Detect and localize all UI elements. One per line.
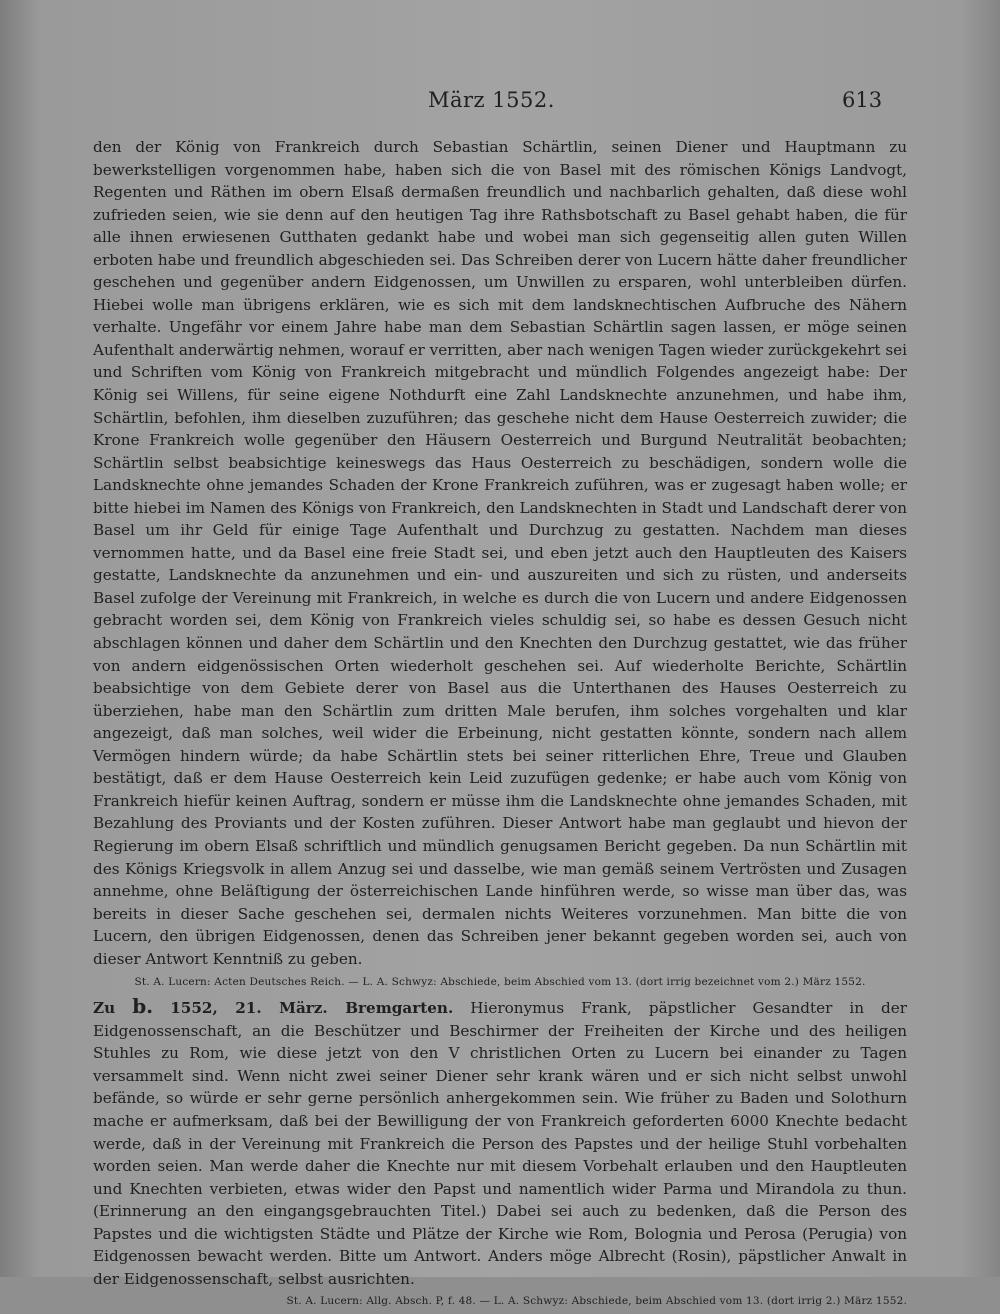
- entry-a: [93, 136, 907, 970]
- page-number: 613: [842, 88, 883, 112]
- header-date: März 1552.: [428, 88, 555, 112]
- entry-b-letter: b.: [132, 994, 154, 1019]
- entry-b-heading: 1552, 21. März. Bremgarten.: [170, 999, 454, 1018]
- entry-b-paragraph: [93, 995, 907, 1290]
- running-header: [0, 88, 1000, 118]
- page-body: [93, 136, 907, 1314]
- entry-a-text: den der König von Frankreich durch Sebastian Schärtlin, seinen Diener und Hauptmann zu bewerkstelligen vorgenommen habe, haben sich die von Basel mit des römischen Königs Landvogt, Regenten und Räthen im obern Elsaß dermaßen freundlich und nachbarlich gehalten, daß diese wohl zufrieden seien, wie sie denn auf den heutigen Tag ihre Rathsbotschaft zu Basel gehabt haben, die für alle ihnen erwiesenen Gutthaten gedankt habe und wobei man sich gegenseitig allen guten Willen erboten habe und freundlich abgeschieden sei. Das Schreiben derer von Lucern hätte daher freundlicher geschehen und gegenüber andern Eidgenossen, um Unwillen zu ersparen, wohl unterbleiben dürfen. Hiebei wolle man übrigens erklären, wie es sich mit dem landsknechtischen Aufbruche des Nähern verhalte. Ungefähr vor einem Jahre habe man dem Sebastian Schärtlin sagen lassen, er möge seinen Aufenthalt anderwärtig nehmen, worauf er verritten, aber nach wenigen Tagen wieder zurückgekehrt sei und Schriften vom König von Frankreich mitgebracht und mündlich Folgendes angezeigt habe: Der König sei Willens, für seine eigene Nothdurft eine Zahl Landsknechte anzunehmen, und habe ihm, Schärtlin, befohlen, ihm dieselben zuzuführen; das geschehe nicht dem Hause Oesterreich zuwider; die Krone Frankreich wolle gegenüber den Häusern Oesterreich und Burgund Neutralität beobachten; Schärtlin selbst beabsichtige keineswegs das Haus Oesterreich zu beschädigen, sondern wolle die Landsknechte ohne jemandes Schaden der Krone Frankreich zuführen, was er zugesagt haben wolle; er bitte hiebei im Namen des Königs von Frankreich, den Landsknechten in Stadt und Landschaft derer von Basel um ihr Geld für einige Tage Aufenthalt und Durchzug zu gestatten. Nachdem man dieses vernommen hatte, und da Basel eine freie Stadt sei, und eben jetzt auch den Hauptleuten des Kaisers gestatte, Landsknechte da anzunehmen und ein- und auszureiten und sich zu rüsten, und anderseits Basel zufolge der Vereinung mit Frankreich, in welche es durch die von Lucern und andere Eidgenossen gebracht worden sei, dem König von Frankreich vieles schuldig sei, so habe es dessen Gesuch nicht abschlagen können und daher dem Schärtlin und den Knechten den Durchzug gestattet, wie das früher von andern eidgenössischen Orten wiederholt geschehen sei. Auf wiederholte Berichte, Schärtlin beabsichtige von dem Gebiete derer von Basel aus die Unterthanen des Hauses Oesterreich zu überziehen, habe man den Schärtlin zum dritten Male berufen, ihm solches vorgehalten und klar angezeigt, daß man solches, weil wider die Erbeinung, nicht gestatten könnte, sondern nach allem Vermögen hindern würde; da habe Schärtlin stets bei seiner ritterlichen Ehre, Treue und Glauben bestätigt, daß er dem Hause Oesterreich kein Leid zuzufügen gedenke; er habe auch vom König von Frankreich hiefür keinen Auftrag, sondern er müsse ihm die Landsknechte ohne jemandes Schaden, mit Bezahlung des Proviants und der Kosten zuführen. Dieser Antwort habe man geglaubt und hievon der Regierung im obern Elsaß schriftlich und mündlich genugsamen Bericht gegeben. Da nun Schärtlin mit des Königs Kriegsvolk in allem Anzug sei und dasselbe, wie man gemäß seinem Vertrösten und Zusagen annehme, ohne Beläſtigung der österreichischen Lande hinführen werde, so wisse man über das, was bereits in dieser Sache geschehen sei, dermalen nichts Weiteres vorzunehmen. Man bitte die von Lucern, den übrigen Eidgenossen, denen das Schreiben jener bekannt gegeben worden sei, auch von dieser Antwort Kenntniß zu geben.: [93, 138, 907, 968]
- entry-b-prefix: Zu: [93, 999, 116, 1018]
- entry-b-text: Hieronymus Frank, päpstlicher Gesandter in der Eidgenossenschaft, an die Beschützer und Beschirmer der Freiheiten der Kirche und des heiligen Stuhles zu Rom, wie diese jetzt von den V christlichen Orten zu Lucern bei einander zu Tagen versammelt sind. Wenn nicht zwei seiner Diener sehr krank wären und er sich nicht selbst unwohl befände, so würde er sehr gerne persönlich anhergekommen sein. Wie früher zu Baden und Solothurn mache er aufmerksam, daß bei der Bewilligung der von Frankreich geforderten 6000 Knechte bedacht werde, daß in der Vereinung mit Frankreich die Person des Papstes und der heilige Stuhl vorbehalten worden seien. Man werde daher die Knechte nur mit diesem Vorbehalt erlauben und den Hauptleuten und Knechten verbieten, etwas wider den Papst und namentlich wider Parma und Mirandola zu thun. (Erinnerung an den eingangsgebrauchten Titel.) Dabei sei auch zu bedenken, daß die Person des Papstes und die wichtigsten Städte und Plätze der Kirche wie Rom, Bolognia und Perosa (Perugia) von Eidgenossen bewacht werden. Bitte um Antwort. Anders möge Albrecht (Rosin), päpstlicher Anwalt in der Eidgenossenschaft, selbst ausrichten.: [93, 999, 908, 1288]
- entry-b: [93, 995, 907, 1290]
- entry-b-source: St. A. Lucern: Allg. Absch. P, f. 48. — L. A. Schwyz: Abschiede, beim Abschied vom 13. (dort irrig 2.) März 1552.: [286, 1295, 907, 1308]
- entry-a-source: St. A. Lucern: Acten Deutsches Reich. — L. A. Schwyz: Abschiede, beim Abschied vom 13. (dort irrig bezeichnet vom 2.) März 1552.: [134, 976, 866, 989]
